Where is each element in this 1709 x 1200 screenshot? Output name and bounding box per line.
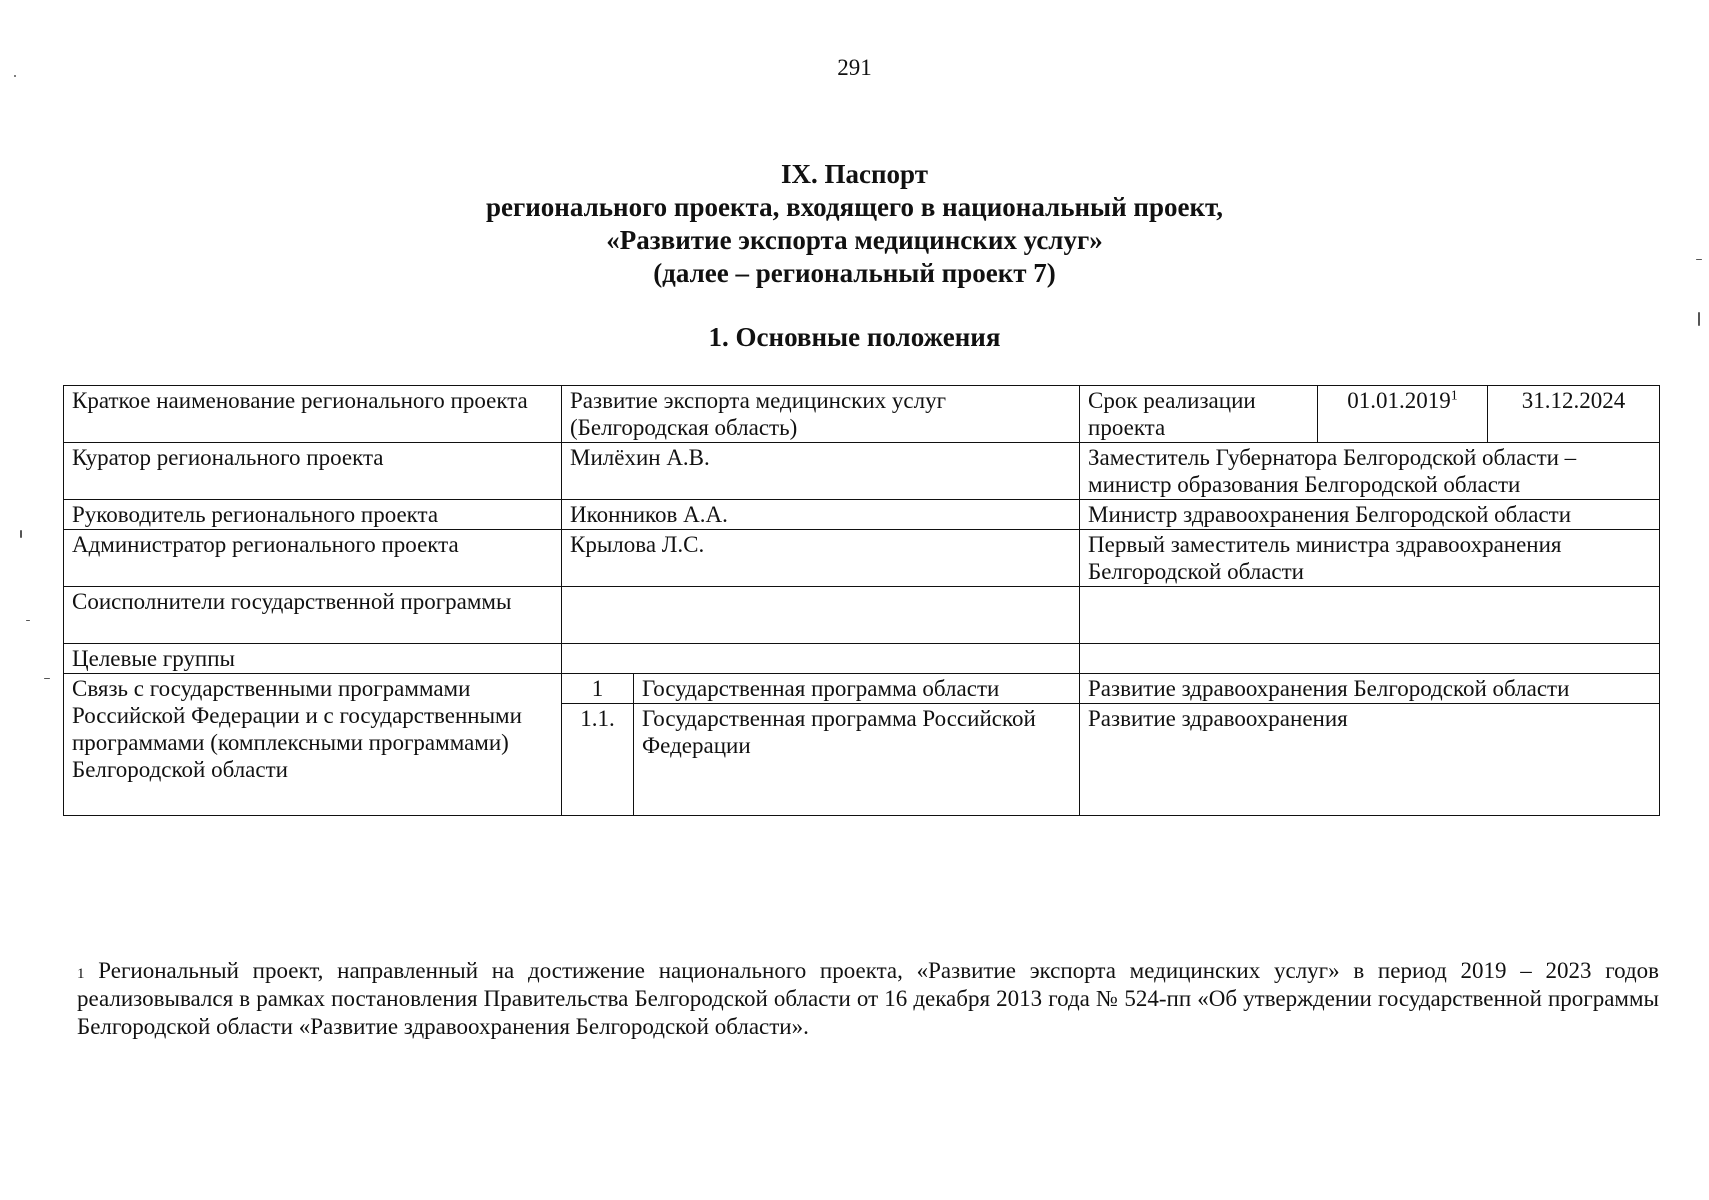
short-name-value: Развитие экспорта медицинских услуг (Белгородская область) — [562, 386, 1080, 443]
head-name: Иконников А.А. — [562, 500, 1080, 530]
link-number: 1 — [562, 674, 634, 704]
table-row — [64, 386, 1660, 443]
links-label: Связь с государственными программами Российской Федерации и с государственными программами (комплексными программами) Белгородской области — [64, 674, 562, 816]
term-start-footnote-ref: 1 — [1450, 388, 1458, 404]
heading-line-1: IX. Паспорт — [781, 159, 928, 189]
curator-label: Куратор регионального проекта — [64, 443, 562, 500]
link-number: 1.1. — [562, 704, 634, 816]
target-groups-value — [562, 644, 1080, 674]
short-name-label: Краткое наименование регионального проекта — [64, 386, 562, 443]
link-type: Государственная программа Российской Федерации — [634, 704, 1080, 816]
curator-name: Милёхин А.В. — [562, 443, 1080, 500]
curator-position: Заместитель Губернатора Белгородской области – министр образования Белгородской области — [1080, 443, 1660, 500]
term-end: 31.12.2024 — [1488, 386, 1660, 443]
table-row — [64, 644, 1660, 674]
heading-line-2: регионального проекта, входящего в национальный проект, — [485, 192, 1224, 222]
link-program-name: Развитие здравоохранения Белгородской области — [1080, 674, 1660, 704]
head-label: Руководитель регионального проекта — [64, 500, 562, 530]
table-row — [64, 500, 1660, 530]
scan-artifact — [1696, 259, 1702, 260]
coexecutors-value — [562, 587, 1080, 644]
table-row — [64, 530, 1660, 587]
scan-artifact — [14, 75, 16, 77]
target-groups-label: Целевые группы — [64, 644, 562, 674]
scan-artifact — [20, 530, 22, 538]
section-title: 1. Основные положения — [708, 322, 1001, 352]
admin-name: Крылова Л.С. — [562, 530, 1080, 587]
scan-artifact — [26, 620, 30, 621]
heading-line-3: «Развитие экспорта медицинских услуг» — [606, 225, 1103, 255]
document-heading — [0, 158, 1709, 290]
footnote — [77, 957, 1659, 1041]
scan-artifact — [44, 678, 50, 679]
page-number: 291 — [837, 55, 872, 80]
term-label: Срок реализации проекта — [1080, 386, 1318, 443]
admin-label: Администратор регионального проекта — [64, 530, 562, 587]
term-start-cell — [1318, 386, 1488, 443]
footnote-text: Региональный проект, направленный на достижение национального проекта, «Развитие экспорта медицинских услуг» в период 2019 – 2023 годов реализовывался в рамках постановления Правительства Белгородской области от 16 декабря 2013 года № 524-пп «Об утверждении государственной программы Белгородской области «Развитие здравоохранения Белгородской области». — [77, 958, 1660, 1039]
coexecutors-extra — [1080, 587, 1660, 644]
link-type: Государственная программа области — [634, 674, 1080, 704]
term-start: 01.01.2019 — [1347, 388, 1451, 413]
table-row — [64, 587, 1660, 644]
passport-table — [63, 385, 1660, 816]
table-row — [64, 674, 1660, 704]
target-groups-extra — [1080, 644, 1660, 674]
heading-line-4: (далее – региональный проект 7) — [653, 258, 1056, 288]
head-position: Министр здравоохранения Белгородской области — [1080, 500, 1660, 530]
link-program-name: Развитие здравоохранения — [1080, 704, 1660, 816]
table-row — [64, 443, 1660, 500]
admin-position: Первый заместитель министра здравоохранения Белгородской области — [1080, 530, 1660, 587]
footnote-mark: 1 — [77, 966, 85, 982]
coexecutors-label: Соисполнители государственной программы — [64, 587, 562, 644]
scan-artifact — [1698, 312, 1700, 326]
